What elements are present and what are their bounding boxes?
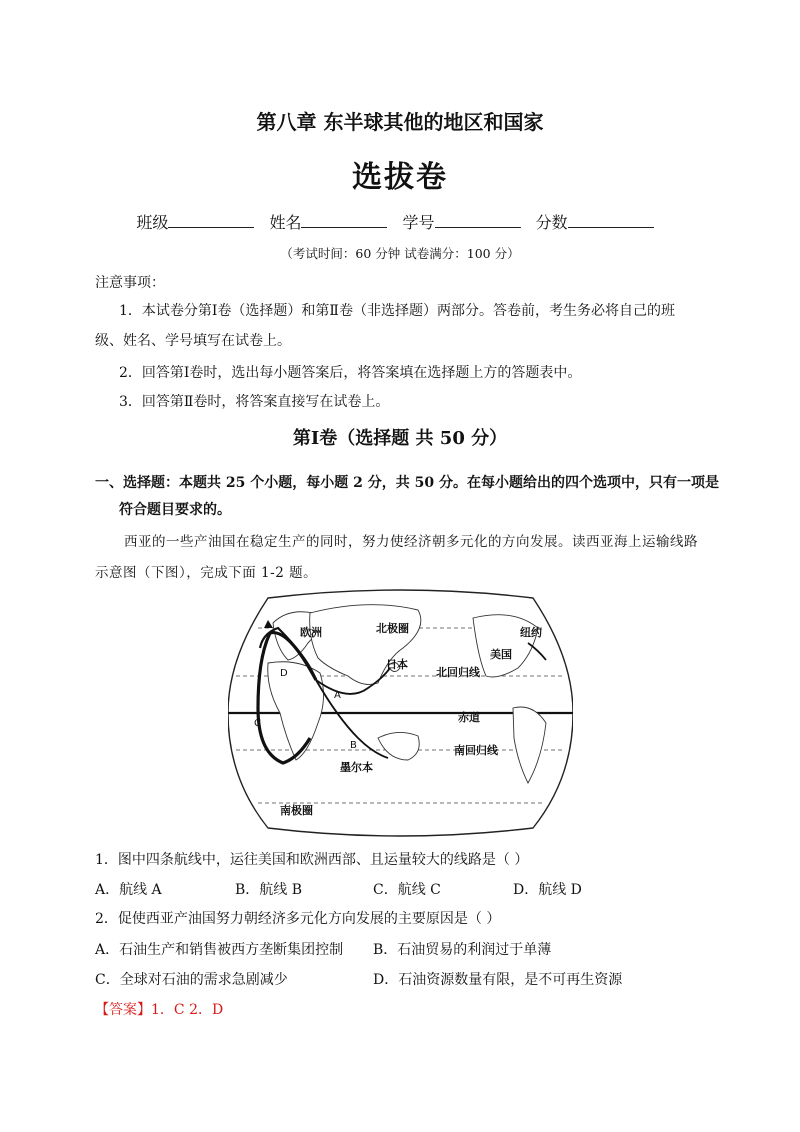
- world-map-svg: [228, 588, 573, 838]
- note-item-1-line-2: 级、姓名、学号填写在试卷上。: [95, 333, 291, 349]
- label-japan: 日本: [386, 658, 408, 671]
- label-europe: 欧洲: [300, 626, 322, 639]
- label-equator: 赤道: [458, 711, 480, 724]
- student-info-line: [0, 210, 800, 233]
- label-route-d: D: [280, 668, 288, 679]
- note-item-3: 3．回答第Ⅱ卷时，将答案直接写在试卷上。: [119, 394, 390, 410]
- label-new-york: 纽约: [520, 626, 542, 639]
- label-tropic-cancer: 北回归线: [436, 666, 480, 679]
- label-antarctic-circle: 南极圈: [280, 804, 313, 817]
- label-route-c: C: [254, 718, 261, 729]
- note-item-1-line-1: 1．本试卷分第Ⅰ卷（选择题）和第Ⅱ卷（非选择题）两部分。答卷前，考生务必将自己的班: [119, 303, 675, 319]
- passage-line-2: 示意图（下图），完成下面 1-2 题。: [95, 565, 318, 581]
- field-class-label: 班级: [136, 213, 169, 232]
- west-asia-shipping-map: [228, 588, 573, 838]
- label-route-a: A: [334, 690, 341, 701]
- question-2-stem: 2．促使西亚产油国努力朝经济多元化方向发展的主要原因是（ ）: [95, 911, 501, 927]
- question-1-stem: 1．图中四条航线中，运往美国和欧洲西部、且运量较大的线路是（ ）: [95, 852, 529, 868]
- exam-time: （考试时间：60 分钟 试卷满分：100 分）: [280, 246, 520, 261]
- field-class-blank[interactable]: [168, 213, 254, 228]
- passage-line-1: 西亚的一些产油国在稳定生产的同时，努力使经济朝多元化的方向发展。读西亚海上运输线路: [124, 534, 698, 550]
- question-1-option-d[interactable]: D．航线 D: [513, 882, 582, 898]
- label-melbourne: 墨尔本: [340, 761, 373, 774]
- label-route-b: B: [350, 740, 357, 751]
- field-name-blank[interactable]: [301, 213, 387, 228]
- answer-key: 【答案】1．C 2．D: [95, 1002, 224, 1018]
- field-id-blank[interactable]: [435, 213, 521, 228]
- question-2-option-a[interactable]: A．石油生产和销售被西方垄断集团控制: [95, 942, 344, 958]
- section-title: 第Ⅰ卷（选择题 共 50 分）: [292, 428, 508, 449]
- paper-type-title: 选拔卷: [352, 160, 448, 195]
- question-1-option-c[interactable]: C．航线 C: [373, 882, 441, 898]
- notes-heading: 注意事项：: [95, 275, 165, 291]
- question-2-option-c[interactable]: C．全球对石油的需求急剧减少: [95, 972, 288, 988]
- question-2-option-d[interactable]: D．石油资源数量有限，是不可再生资源: [373, 972, 623, 988]
- question-1-option-a[interactable]: A．航线 A: [95, 882, 162, 898]
- label-usa: 美国: [490, 648, 512, 661]
- field-name-label: 姓名: [269, 213, 302, 232]
- field-id-label: 学号: [402, 213, 435, 232]
- label-arctic-circle: 北极圈: [376, 622, 409, 635]
- question-1-option-b[interactable]: B．航线 B: [235, 882, 303, 898]
- note-item-2: 2．回答第Ⅰ卷时，选出每小题答案后，将答案填在选择题上方的答题表中。: [119, 365, 582, 381]
- chapter-title: 第八章 东半球其他的地区和国家: [256, 110, 544, 134]
- field-score-label: 分数: [535, 213, 568, 232]
- field-score-blank[interactable]: [568, 213, 654, 228]
- section-instruction-line-2: 符合题目要求的。: [119, 502, 231, 518]
- label-tropic-capricorn: 南回归线: [454, 744, 498, 757]
- question-2-option-b[interactable]: B．石油贸易的利润过于单薄: [373, 942, 552, 958]
- section-instruction-line-1: 一、选择题：本题共 25 个小题，每小题 2 分，共 50 分。在每小题给出的四个选项中，只有一项是: [95, 475, 719, 491]
